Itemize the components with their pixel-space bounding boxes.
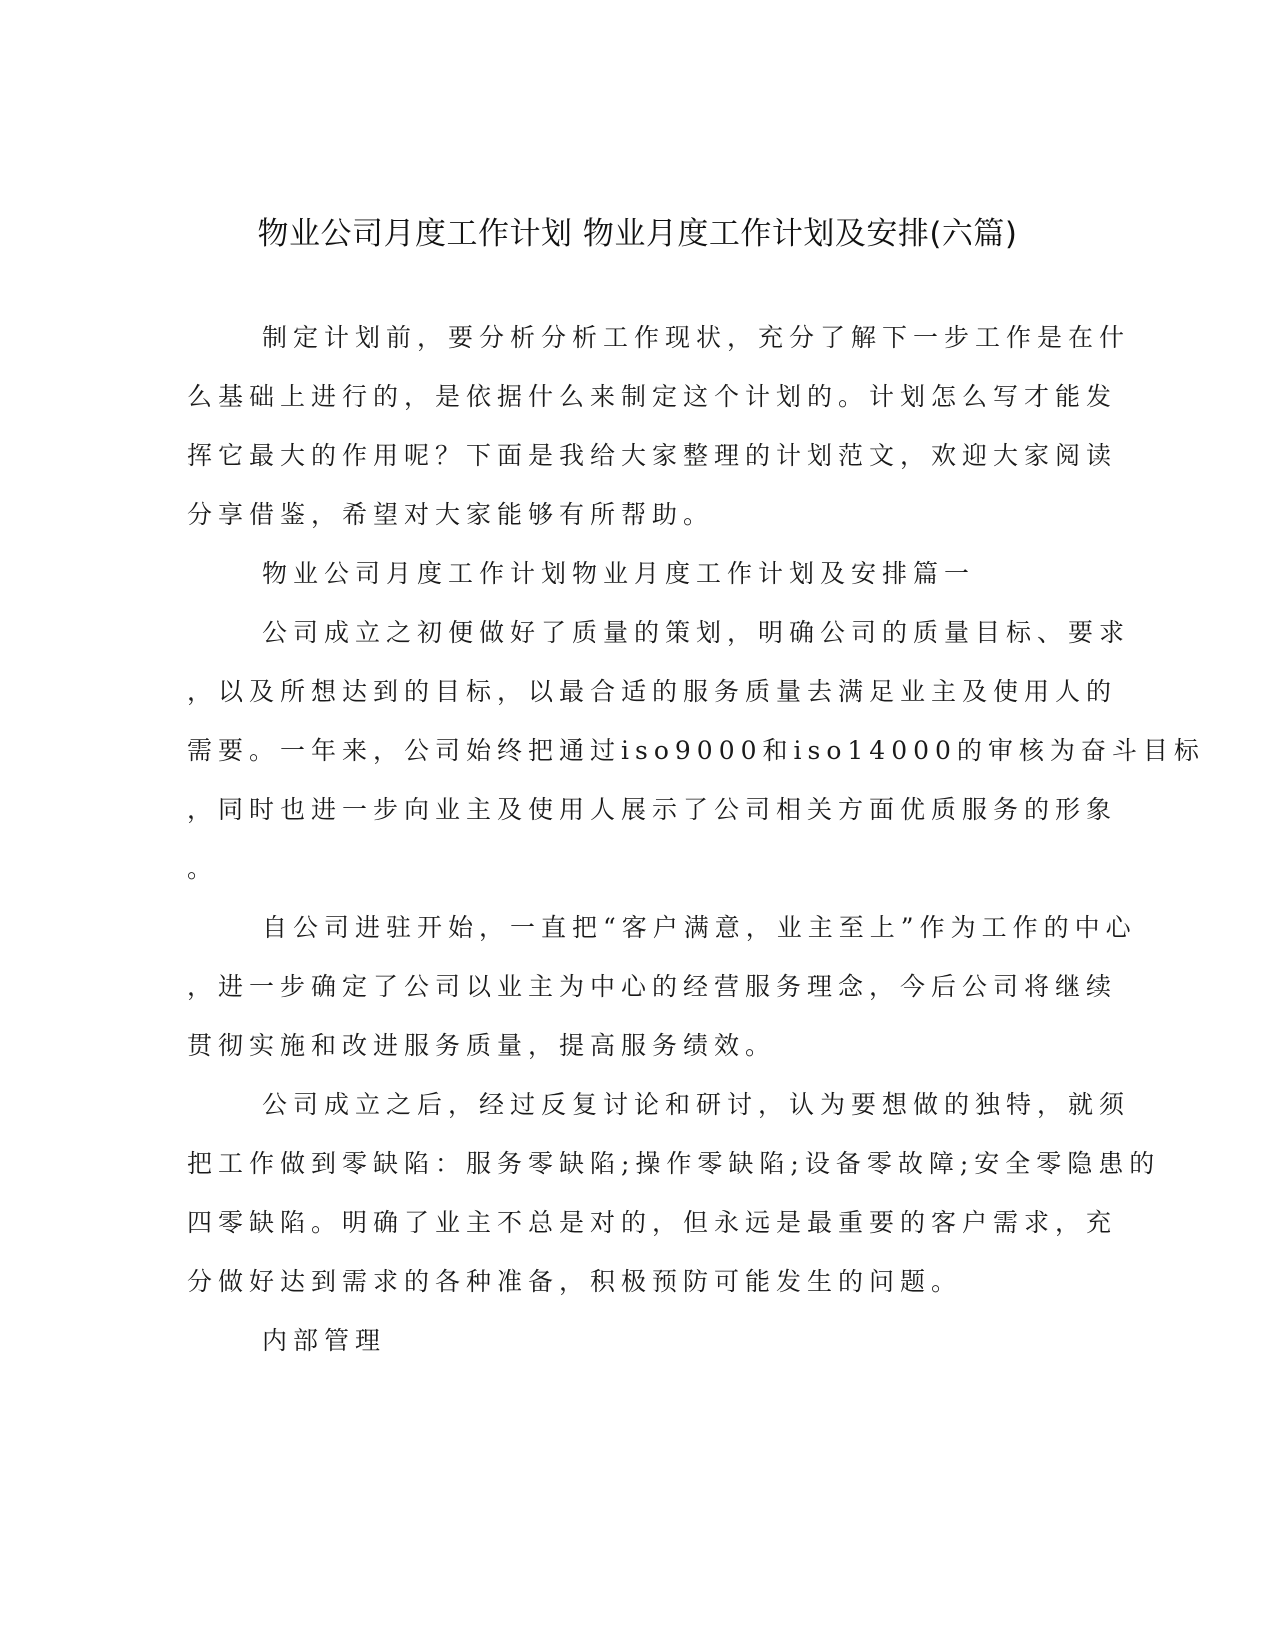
paragraph-line: 。 [187,854,219,883]
paragraph-line: ，以及所想达到的目标，以最合适的服务质量去满足业主及使用人的 [187,677,1118,706]
paragraph-line: 分享借鉴，希望对大家能够有所帮助。 [187,500,715,529]
paragraph-line: 自公司进驻开始，一直把“客户满意，业主至上”作为工作的中心 [262,913,1137,942]
paragraph-line: 挥它最大的作用呢？下面是我给大家整理的计划范文，欢迎大家阅读 [187,441,1118,470]
paragraph-line: 公司成立之初便做好了质量的策划，明确公司的质量目标、要求 [262,618,1131,647]
document-title: 物业公司月度工作计划 物业月度工作计划及安排(六篇) [257,216,1018,252]
section-heading: 内部管理 [262,1326,387,1355]
paragraph-line: 公司成立之后，经过反复讨论和研讨，认为要想做的独特，就须 [262,1090,1131,1119]
paragraph-line: 制定计划前，要分析分析工作现状，充分了解下一步工作是在什 [262,323,1131,352]
paragraph-line: 把工作做到零缺陷：服务零缺陷;操作零缺陷;设备零故障;安全零隐患的 [187,1149,1161,1178]
section-heading: 物业公司月度工作计划物业月度工作计划及安排篇一 [262,559,976,588]
paragraph-line: 分做好达到需求的各种准备，积极预防可能发生的问题。 [187,1267,963,1296]
paragraph-line: ，同时也进一步向业主及使用人展示了公司相关方面优质服务的形象 [187,795,1118,824]
paragraph-line: 四零缺陷。明确了业主不总是对的，但永远是最重要的客户需求，充 [187,1208,1118,1237]
paragraph-line: 么基础上进行的，是依据什么来制定这个计划的。计划怎么写才能发 [187,382,1118,411]
paragraph-line: 贯彻实施和改进服务质量，提高服务绩效。 [187,1031,777,1060]
paragraph-line: 需要。一年来，公司始终把通过iso9000和iso14000的审核为奋斗目标 [187,736,1205,765]
paragraph-line: ，进一步确定了公司以业主为中心的经营服务理念，今后公司将继续 [187,972,1118,1001]
